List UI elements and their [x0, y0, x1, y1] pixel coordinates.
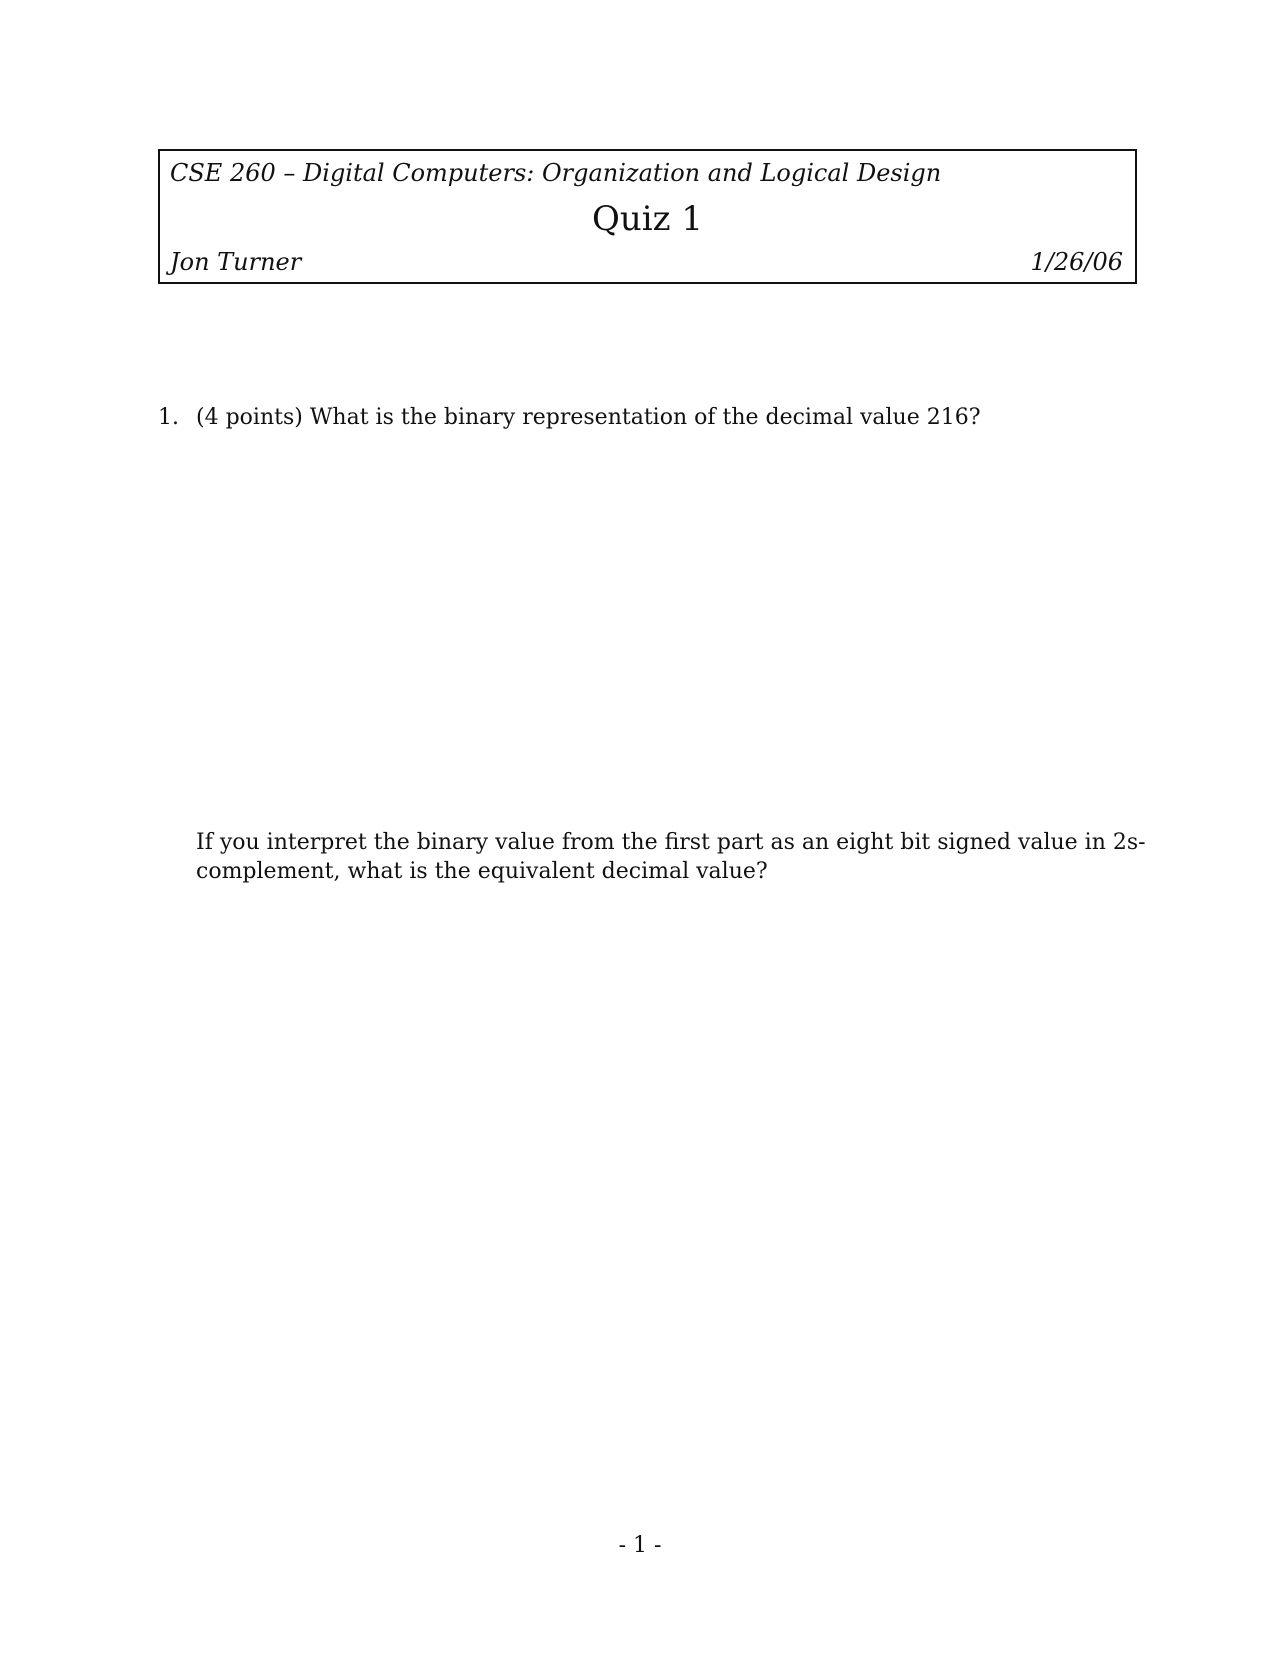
course-title: CSE 260 – Digital Computers: Organization and Logical Design [170, 159, 942, 187]
quiz-date: 1/26/06 [1030, 248, 1123, 276]
question-text: (4 points) What is the binary representation of the decimal value 216? [196, 405, 981, 430]
quiz-title: Quiz 1 [592, 199, 703, 239]
followup-line: complement, what is the equivalent decimal value? [196, 859, 768, 884]
header-box [158, 149, 1137, 284]
question-1 [158, 405, 1138, 430]
author-name: Jon Turner [170, 248, 302, 276]
question-number: 1. [158, 405, 179, 430]
question-1-followup [196, 828, 1146, 886]
page-number: - 1 - [618, 1533, 662, 1558]
followup-line: If you interpret the binary value from the first part as an eight bit signed value in 2s- [196, 830, 1146, 855]
